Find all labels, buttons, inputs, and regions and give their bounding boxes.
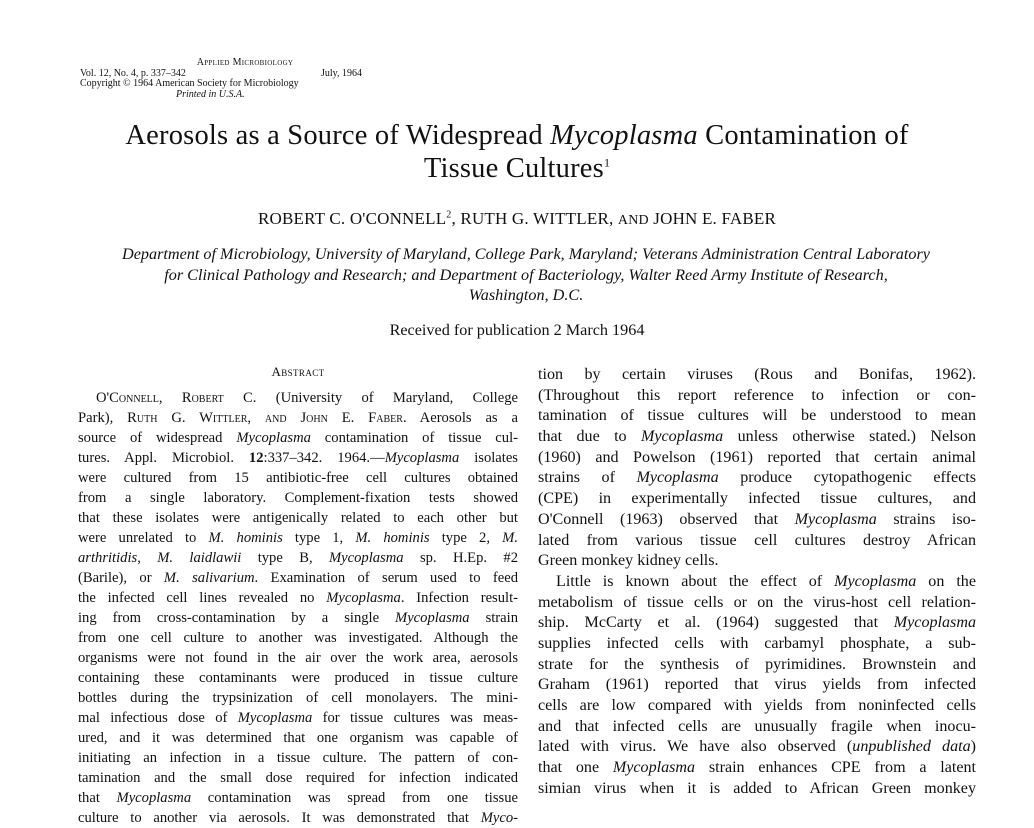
body-line: (Throughout this report reference to infection or con- bbox=[538, 386, 976, 404]
italic-run: Mycoplasma bbox=[395, 610, 470, 626]
abstract-line bbox=[78, 808, 518, 828]
italic-run: Mycoplasma bbox=[636, 469, 719, 487]
abstract-heading: Abstract bbox=[271, 364, 325, 379]
affiliation-line: for Clinical Pathology and Research; and Department of Bacteriology, Walter Reed Army Institute of Research, bbox=[164, 265, 888, 284]
volume-number: 12 bbox=[248, 450, 264, 466]
body-line: and that infected cells are unusually fragile when inocu- bbox=[538, 717, 976, 735]
text-run: on the bbox=[916, 572, 976, 590]
abstract-line bbox=[78, 448, 518, 468]
affiliation bbox=[70, 244, 982, 306]
abstract-author-name: O'Connell, Robert C. bbox=[96, 390, 257, 406]
abstract-line bbox=[78, 588, 518, 608]
text-run: were unrelated to bbox=[78, 530, 209, 546]
text-run: . Infection result- bbox=[400, 590, 519, 606]
title-text-1: Aerosols as a Source of Widespread bbox=[125, 120, 551, 151]
italic-run: M. hominis bbox=[355, 530, 430, 546]
italic-run: M. bbox=[502, 530, 518, 546]
italic-run: Mycoplasma bbox=[834, 572, 917, 590]
abstract-line: organisms were not found in the air over the work area, aerosols bbox=[78, 650, 518, 666]
abstract-line bbox=[78, 408, 518, 428]
text-run: that bbox=[78, 790, 117, 806]
text-run: Little is known about the effect of bbox=[556, 572, 835, 590]
italic-run: Mycoplasma bbox=[612, 759, 696, 777]
abstract-line bbox=[78, 528, 518, 548]
copyright-line: Copyright © 1964 American Society for Microbiology bbox=[80, 78, 299, 89]
body-line: cells are low compared with yields from noninfected cells bbox=[538, 697, 976, 714]
affiliation-line: Washington, D.C. bbox=[468, 286, 584, 304]
text-run: contamination was spread from one tissue bbox=[191, 790, 518, 806]
italic-run: Mycoplasma bbox=[236, 430, 311, 446]
italic-run: Mycoplasma bbox=[237, 710, 313, 726]
abstract-line: ured, and it was determined that one organism was capable of bbox=[78, 730, 518, 746]
text-run: source of widespread bbox=[78, 430, 237, 446]
text-run: ) bbox=[970, 738, 977, 756]
body-line bbox=[538, 468, 976, 489]
italic-run: unpublished data bbox=[852, 738, 971, 756]
italic-run: M. hominis bbox=[208, 530, 283, 546]
journal-header bbox=[80, 58, 370, 100]
title-footnote-marker: 1 bbox=[603, 155, 611, 170]
author-wittler: , RUTH G. WITTLER, bbox=[451, 209, 618, 228]
body-line bbox=[538, 737, 976, 758]
abstract-line: from one cell culture to another was investigated. Although the bbox=[78, 630, 518, 646]
text-run: that due to bbox=[538, 428, 641, 446]
body-line bbox=[538, 613, 976, 634]
text-run: Park), bbox=[78, 410, 128, 426]
printed-in: Printed in U.S.A. bbox=[176, 88, 245, 100]
body-line: Graham (1961) reported that virus yields from infected bbox=[538, 676, 976, 694]
text-run: strain enhances CPE from a latent bbox=[695, 759, 976, 777]
title-italic: Mycoplasma bbox=[550, 120, 698, 151]
abstract-line: bottles during the trypsinization of cell monolayers. The mini- bbox=[78, 690, 518, 706]
body-line: (CPE) in experimentally infected tissue cultures, and bbox=[538, 490, 976, 508]
text-run: . Aerosols as a bbox=[402, 410, 518, 426]
body-line: lated from various tissue cell cultures destroy African bbox=[538, 531, 976, 549]
text-run: ing from cross-contamination by a single bbox=[78, 610, 396, 626]
italic-run: M. laidlawii bbox=[157, 550, 242, 566]
text-run: contamination of tissue cul- bbox=[310, 430, 519, 446]
italic-run: Mycoplasma bbox=[640, 428, 724, 446]
text-run: for tissue cultures was meas- bbox=[312, 710, 518, 726]
volume-info: Vol. 12, No. 4, p. 337–342 bbox=[80, 67, 186, 79]
body-line: supplies infected cells with carbamyl phosphate, a sub- bbox=[538, 634, 976, 652]
text-run: , bbox=[137, 550, 158, 566]
abstract-author-name: Ruth G. Wittler, and John E. Faber bbox=[127, 410, 403, 426]
text-run: culture to another via aerosols. It was demonstrated that bbox=[78, 810, 481, 826]
text-run: (Barile), or bbox=[78, 570, 164, 586]
body-line: simian virus when it is added to African Green monkey bbox=[538, 779, 976, 797]
text-run: . Examination of serum used to feed bbox=[254, 570, 518, 586]
italic-run: M. salivarium bbox=[163, 570, 255, 586]
article-title bbox=[40, 119, 994, 185]
text-run: type 2, bbox=[429, 530, 503, 546]
body-line: metabolism of tissue cells or on the virus-host cell relation- bbox=[538, 593, 976, 611]
text-run: mal infectious dose of bbox=[78, 710, 238, 726]
body-text bbox=[538, 365, 976, 799]
abstract-line: tamination and the small dose required for infection indicated bbox=[78, 770, 518, 786]
abstract-line: containing these contaminants were produced in tissue culture bbox=[78, 670, 518, 686]
body-line: Green monkey kidney cells. bbox=[538, 552, 719, 570]
text-run: lated with virus. We have also observed ( bbox=[538, 738, 853, 756]
author-list bbox=[40, 209, 994, 229]
body-line: strate for the synthesis of pyrimidines. Brownstein and bbox=[538, 655, 976, 673]
abstract-line: from a single laboratory. Complement-fixation tests showed bbox=[78, 490, 518, 506]
italic-run: Mycoplasma bbox=[329, 550, 404, 566]
text-run: type B, bbox=[241, 550, 329, 566]
text-run: sp. H.Ep. #2 bbox=[403, 550, 518, 566]
text-run: strains iso- bbox=[876, 510, 976, 528]
title-text-2: Contamination of bbox=[697, 120, 909, 151]
issue-date: July, 1964 bbox=[320, 67, 362, 79]
body-line: tamination of tissue cultures will be understood to mean bbox=[538, 407, 976, 425]
body-line bbox=[538, 758, 976, 779]
body-line: tion by certain viruses (Rous and Bonifas, 1962). bbox=[538, 366, 976, 383]
body-line bbox=[538, 427, 976, 448]
abstract-line bbox=[78, 608, 518, 628]
abstract-line: initiating an infection in a tissue culture. The pattern of con- bbox=[78, 750, 518, 766]
body-line bbox=[538, 510, 976, 531]
author-faber: JOHN E. FABER bbox=[648, 209, 776, 228]
abstract-line: were cultured from 15 antibiotic-free cell cultures obtained bbox=[78, 470, 518, 486]
text-run: tures. Appl. Microbiol. bbox=[78, 450, 249, 466]
text-run: the infected cell lines revealed no bbox=[78, 590, 327, 606]
abstract-line bbox=[78, 788, 518, 808]
abstract-line bbox=[78, 388, 518, 408]
text-run: that one bbox=[538, 759, 613, 777]
text-run: strains of bbox=[538, 469, 637, 487]
text-run: type 1, bbox=[282, 530, 356, 546]
title-text-3: Tissue Cultures bbox=[423, 153, 604, 184]
text-run: ship. McCarty et al. (1964) suggested that bbox=[538, 614, 894, 632]
text-run: isolates bbox=[459, 450, 518, 466]
text-run: produce cytopathogenic effects bbox=[718, 469, 976, 487]
author-and: AND bbox=[617, 213, 649, 228]
text-run: unless otherwise stated.) Nelson bbox=[723, 428, 976, 446]
italic-run: Mycoplasma bbox=[384, 450, 460, 466]
abstract-line bbox=[78, 428, 518, 448]
journal-name: Applied Microbiology bbox=[196, 57, 294, 68]
author-oconnell: ROBERT C. O'CONNELL bbox=[258, 209, 447, 228]
italic-run: Myco- bbox=[480, 810, 518, 826]
italic-run: Mycoplasma bbox=[116, 790, 192, 806]
author-footnote-marker: 2 bbox=[446, 209, 452, 221]
italic-run: arthritidis bbox=[78, 550, 138, 566]
text-run: O'Connell (1963) observed that bbox=[538, 510, 795, 528]
italic-run: Mycoplasma bbox=[794, 510, 877, 528]
abstract-line bbox=[78, 548, 518, 568]
abstract-line bbox=[78, 568, 518, 588]
body-line: (1960) and Powelson (1961) reported that certain animal bbox=[538, 448, 976, 466]
affiliation-line: Department of Microbiology, University of Maryland, College Park, Maryland; Veterans Administration Central Laboratory bbox=[122, 245, 930, 263]
italic-run: Mycoplasma bbox=[893, 614, 976, 632]
abstract-line: that these isolates were antigenically related to each other but bbox=[78, 510, 518, 526]
italic-run: Mycoplasma bbox=[326, 590, 401, 606]
text-run: (University of Maryland, College bbox=[256, 390, 518, 406]
body-line bbox=[538, 572, 976, 593]
received-date: Received for publication 2 March 1964 bbox=[389, 321, 645, 339]
text-run: :337–342. 1964.— bbox=[263, 450, 385, 466]
text-run: strain bbox=[469, 610, 518, 626]
abstract-text bbox=[78, 388, 518, 828]
abstract-line bbox=[78, 708, 518, 728]
